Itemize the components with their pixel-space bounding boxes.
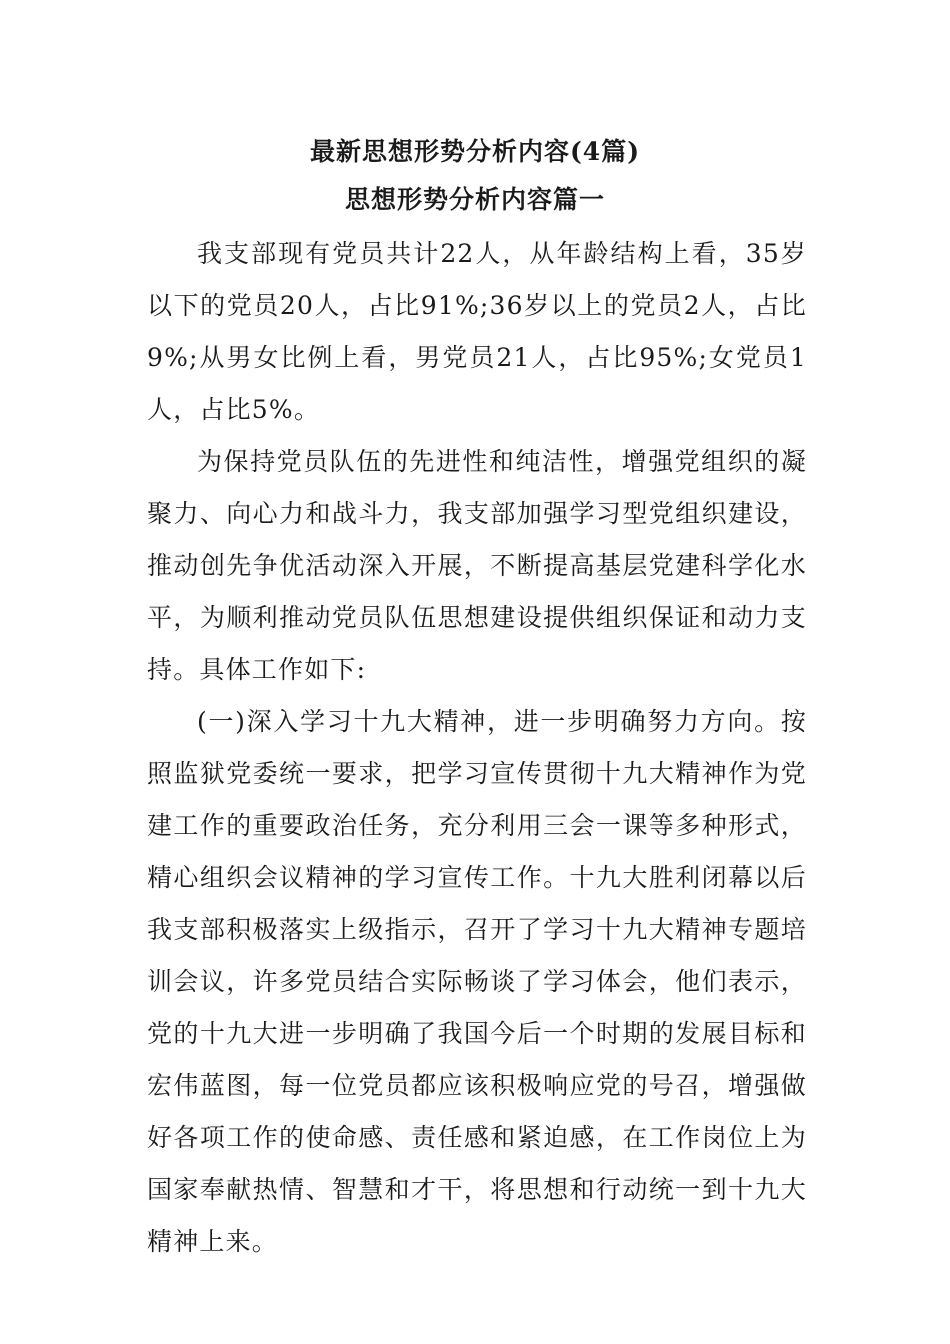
paragraph-party-member-statistics: 我支部现有党员共计22人，从年龄结构上看，35岁以下的党员20人，占比91%;36岁以上的党员2人，占比9%;从男女比例上看，男党员21人，占比95%;女党员1人，占比5%。 xyxy=(147,239,807,424)
document-body xyxy=(147,228,807,1268)
document-title: 最新思想形势分析内容(4篇) xyxy=(309,137,641,166)
paragraph-organization-building: 为保持党员队伍的先进性和纯洁性，增强党组织的凝聚力、向心力和战斗力，我支部加强学习型党组织建设，推动创先争优活动深入开展，不断提高基层党建科学化水平，为顺利推动党员队伍思想建设提供组织保证和动力支持。具体工作如下: xyxy=(147,447,807,684)
paragraph-study-nineteenth-congress: (一)深入学习十九大精神，进一步明确努力方向。按照监狱党委统一要求，把学习宣传贯彻十九大精神作为党建工作的重要政治任务，充分利用三会一课等多种形式，精心组织会议精神的学习宣传工作。十九大胜利闭幕以后我支部积极落实上级指示，召开了学习十九大精神专题培训会议，许多党员结合实际畅谈了学习体会，他们表示，党的十九大进一步明确了我国今后一个时期的发展目标和宏伟蓝图，每一位党员都应该积极响应党的号召，增强做好各项工作的使命感、责任感和紧迫感，在工作岗位上为国家奉献热情、智慧和才干，将思想和行动统一到十九大精神上来。 xyxy=(147,707,807,1256)
section-title: 思想形势分析内容篇一 xyxy=(344,185,605,214)
